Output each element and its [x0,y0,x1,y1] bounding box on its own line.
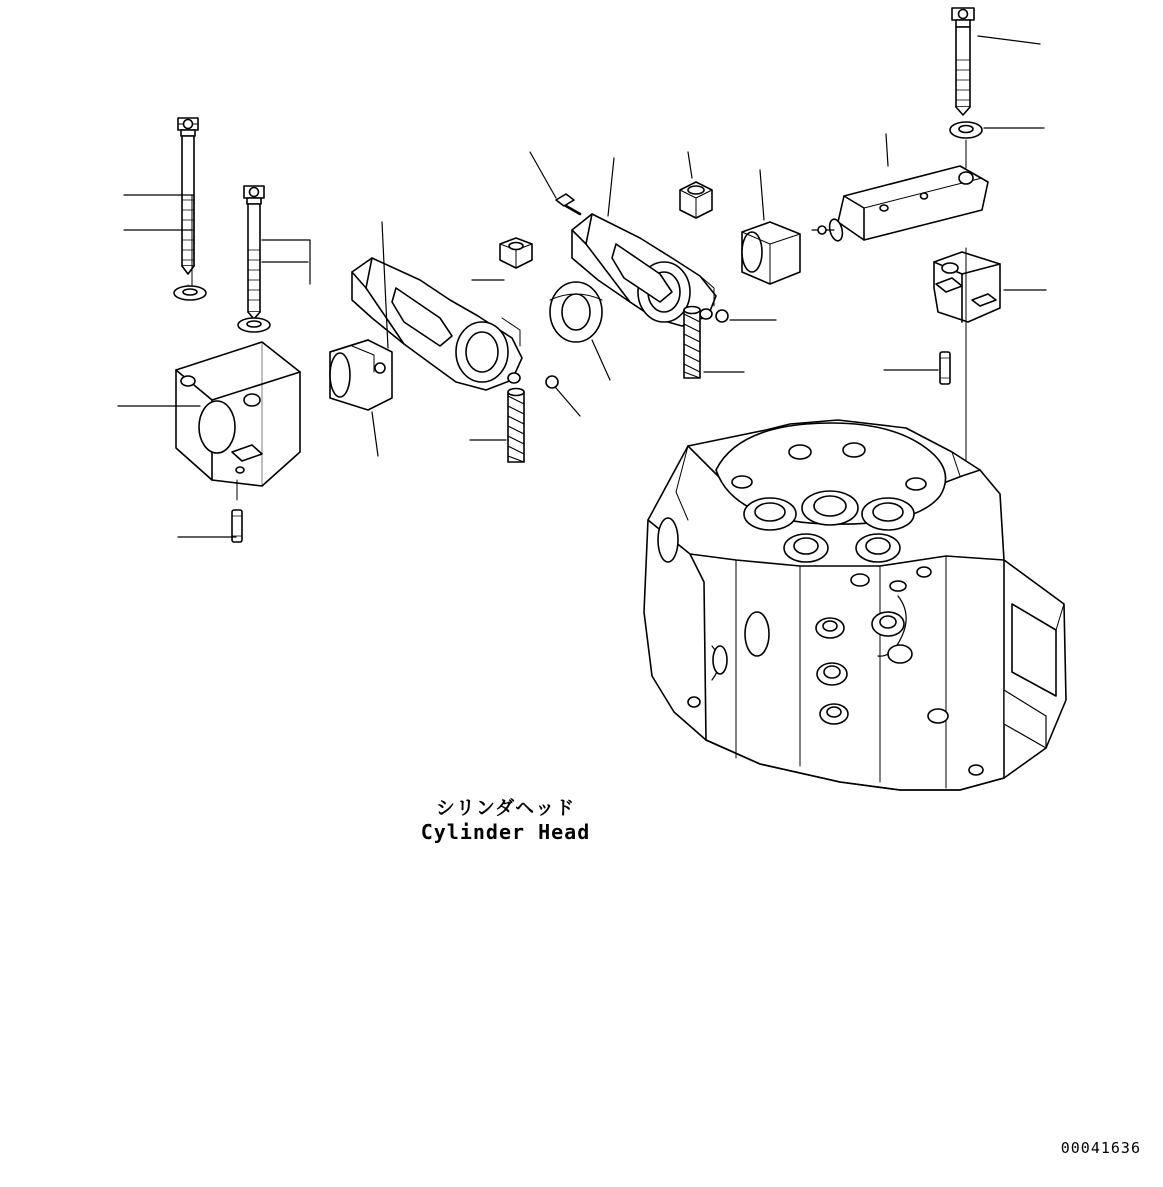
rocker-shaft [828,166,988,242]
ball-left [546,376,558,388]
bushing-right [742,222,800,284]
ball-right [716,310,728,322]
spacer-bushing-center [550,282,602,342]
adjusting-screw-left [508,389,524,463]
washer-lower-left [238,318,270,332]
washer-upper-left [174,286,206,300]
leader-ball-left [556,388,580,416]
set-screw [556,194,580,214]
washer-right [950,122,982,138]
caption-japanese: シリンダヘッド [435,797,576,819]
long-bolt-right [952,8,974,115]
rocker-arm-bracket-left [176,342,300,486]
bushing-left [330,340,392,410]
adjusting-screw-nut-left [500,238,532,268]
short-mounting-bolt-left [244,186,264,319]
shaft-plug [818,226,826,234]
leader-rocker-arm-exhaust [608,158,614,216]
leader-nut-right [688,152,692,178]
leader-long-bolt-right [978,36,1040,44]
long-mounting-bolt-left [124,118,198,295]
leader-bushing-right [760,170,764,220]
caption-english: Cylinder Head [420,820,591,844]
leader-rocker-shaft [886,134,888,166]
rocker-arm-bracket-right [934,252,1000,322]
dowel-pin-right [940,352,950,384]
leader-set-screw [530,152,556,198]
adjusting-screw-nut-right [680,182,712,218]
leader-bushing-left [372,412,378,456]
adjusting-screw-right [684,307,700,379]
leader-spacer-bushing [592,340,610,380]
figure-id: 00041636 [1060,1139,1141,1157]
cylinder-head [644,420,1066,790]
